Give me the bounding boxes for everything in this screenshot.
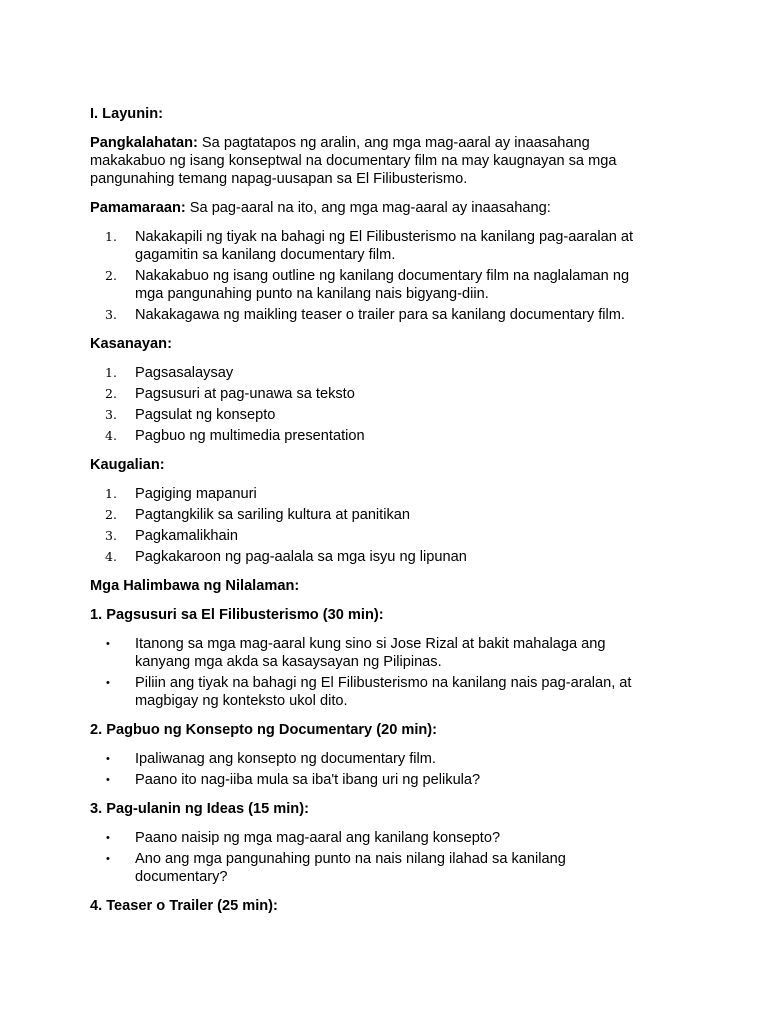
list-item-text: Ipaliwanag ang konsepto ng documentary film. xyxy=(135,751,436,767)
list-item-text: Pagiging mapanuri xyxy=(135,486,257,502)
pamamaraan-list xyxy=(90,228,660,324)
list-number: 2. xyxy=(105,507,117,522)
pamamaraan-label: Pamamaraan: xyxy=(90,200,186,216)
list-item-text: Ano ang mga pangunahing punto na nais nilang ilahad sa kanilang documentary? xyxy=(135,851,566,885)
list-item xyxy=(90,406,660,424)
kaugalian-heading: Kaugalian: xyxy=(90,457,165,473)
pangkalahatan-text: Sa pagtatapos ng aralin, ang mga mag-aaral ay inaasahang makakabuo ng isang konseptwal na documentary film na may kaugnayan sa mga pangunahing temang napag-uusapan sa El Filibusterismo. xyxy=(90,135,617,187)
list-number: 3. xyxy=(105,528,117,543)
list-item-text: Nakakagawa ng maikling teaser o trailer para sa kanilang documentary film. xyxy=(135,307,625,323)
list-item xyxy=(90,306,660,324)
section-3-bullets xyxy=(90,829,660,886)
list-item xyxy=(90,427,660,445)
list-item-text: Nakakapili ng tiyak na bahagi ng El Filibusterismo na kanilang pag-aaralan at gagamitin sa kanilang documentary film. xyxy=(135,229,634,263)
list-item xyxy=(90,364,660,382)
bullet-icon: • xyxy=(106,753,110,765)
list-number: 2. xyxy=(105,268,117,283)
list-item xyxy=(90,506,660,524)
list-item xyxy=(90,548,660,566)
pamamaraan-paragraph xyxy=(90,199,660,217)
section-2-heading: 2. Pagbuo ng Konsepto ng Documentary (20 min): xyxy=(90,722,438,738)
list-number: 4. xyxy=(105,428,117,443)
list-item-text: Itanong sa mga mag-aaral kung sino si Jose Rizal at bakit mahalaga ang kanyang mga akda sa kasaysayan ng Pilipinas. xyxy=(135,636,606,670)
list-item xyxy=(90,829,660,847)
list-number: 1. xyxy=(105,229,117,244)
list-item-text: Paano naisip ng mga mag-aaral ang kanilang konsepto? xyxy=(135,830,501,846)
list-item xyxy=(90,750,660,768)
list-number: 1. xyxy=(105,486,117,501)
list-item-text: Pagbuo ng multimedia presentation xyxy=(135,428,365,444)
list-item-text: Pagsusuri at pag-unawa sa teksto xyxy=(135,386,355,402)
list-number: 3. xyxy=(105,407,117,422)
list-item xyxy=(90,228,660,264)
kasanayan-list xyxy=(90,364,660,445)
list-item-text: Pagtangkilik sa sariling kultura at panitikan xyxy=(135,507,411,523)
kasanayan-heading: Kasanayan: xyxy=(90,336,172,352)
section-3-heading: 3. Pag-ulanin ng Ideas (15 min): xyxy=(90,801,309,817)
list-item-text: Piliin ang tiyak na bahagi ng El Filibusterismo na kanilang nais pag-aralan, at magbigay ng konteksto ukol dito. xyxy=(135,675,632,709)
section-4-heading: 4. Teaser o Trailer (25 min): xyxy=(90,898,278,914)
section-title: I. Layunin: xyxy=(90,106,163,122)
list-item-text: Pagkakaroon ng pag-aalala sa mga isyu ng lipunan xyxy=(135,549,467,565)
section-1-heading: 1. Pagsusuri sa El Filibusterismo (30 min): xyxy=(90,607,384,623)
section-1-bullets xyxy=(90,635,660,710)
list-item xyxy=(90,850,660,886)
list-item xyxy=(90,771,660,789)
list-item-text: Pagsasalaysay xyxy=(135,365,234,381)
bullet-icon: • xyxy=(106,774,110,786)
pamamaraan-text: Sa pag-aaral na ito, ang mga mag-aaral ay inaasahang: xyxy=(185,200,551,216)
list-item-text: Nakakabuo ng isang outline ng kanilang documentary film na naglalaman ng mga pangunahing punto na kanilang nais bigyang-diin. xyxy=(135,268,630,302)
bullet-icon: • xyxy=(106,677,110,689)
document-content xyxy=(90,105,660,926)
pangkalahatan-paragraph xyxy=(90,134,660,188)
list-number: 4. xyxy=(105,549,117,564)
halimbawa-heading: Mga Halimbawa ng Nilalaman: xyxy=(90,578,300,594)
list-item-text: Pagkamalikhain xyxy=(135,528,239,544)
list-item xyxy=(90,527,660,545)
list-item-text: Paano ito nag-iiba mula sa iba't ibang uri ng pelikula? xyxy=(135,772,481,788)
list-item xyxy=(90,674,660,710)
list-number: 2. xyxy=(105,386,117,401)
bullet-icon: • xyxy=(106,853,110,865)
kaugalian-list xyxy=(90,485,660,566)
list-number: 3. xyxy=(105,307,117,322)
list-item xyxy=(90,267,660,303)
list-number: 1. xyxy=(105,365,117,380)
bullet-icon: • xyxy=(106,832,110,844)
list-item xyxy=(90,385,660,403)
list-item-text: Pagsulat ng konsepto xyxy=(135,407,276,423)
section-2-bullets xyxy=(90,750,660,789)
list-item xyxy=(90,485,660,503)
pangkalahatan-label: Pangkalahatan: xyxy=(90,135,198,151)
bullet-icon: • xyxy=(106,638,110,650)
list-item xyxy=(90,635,660,671)
